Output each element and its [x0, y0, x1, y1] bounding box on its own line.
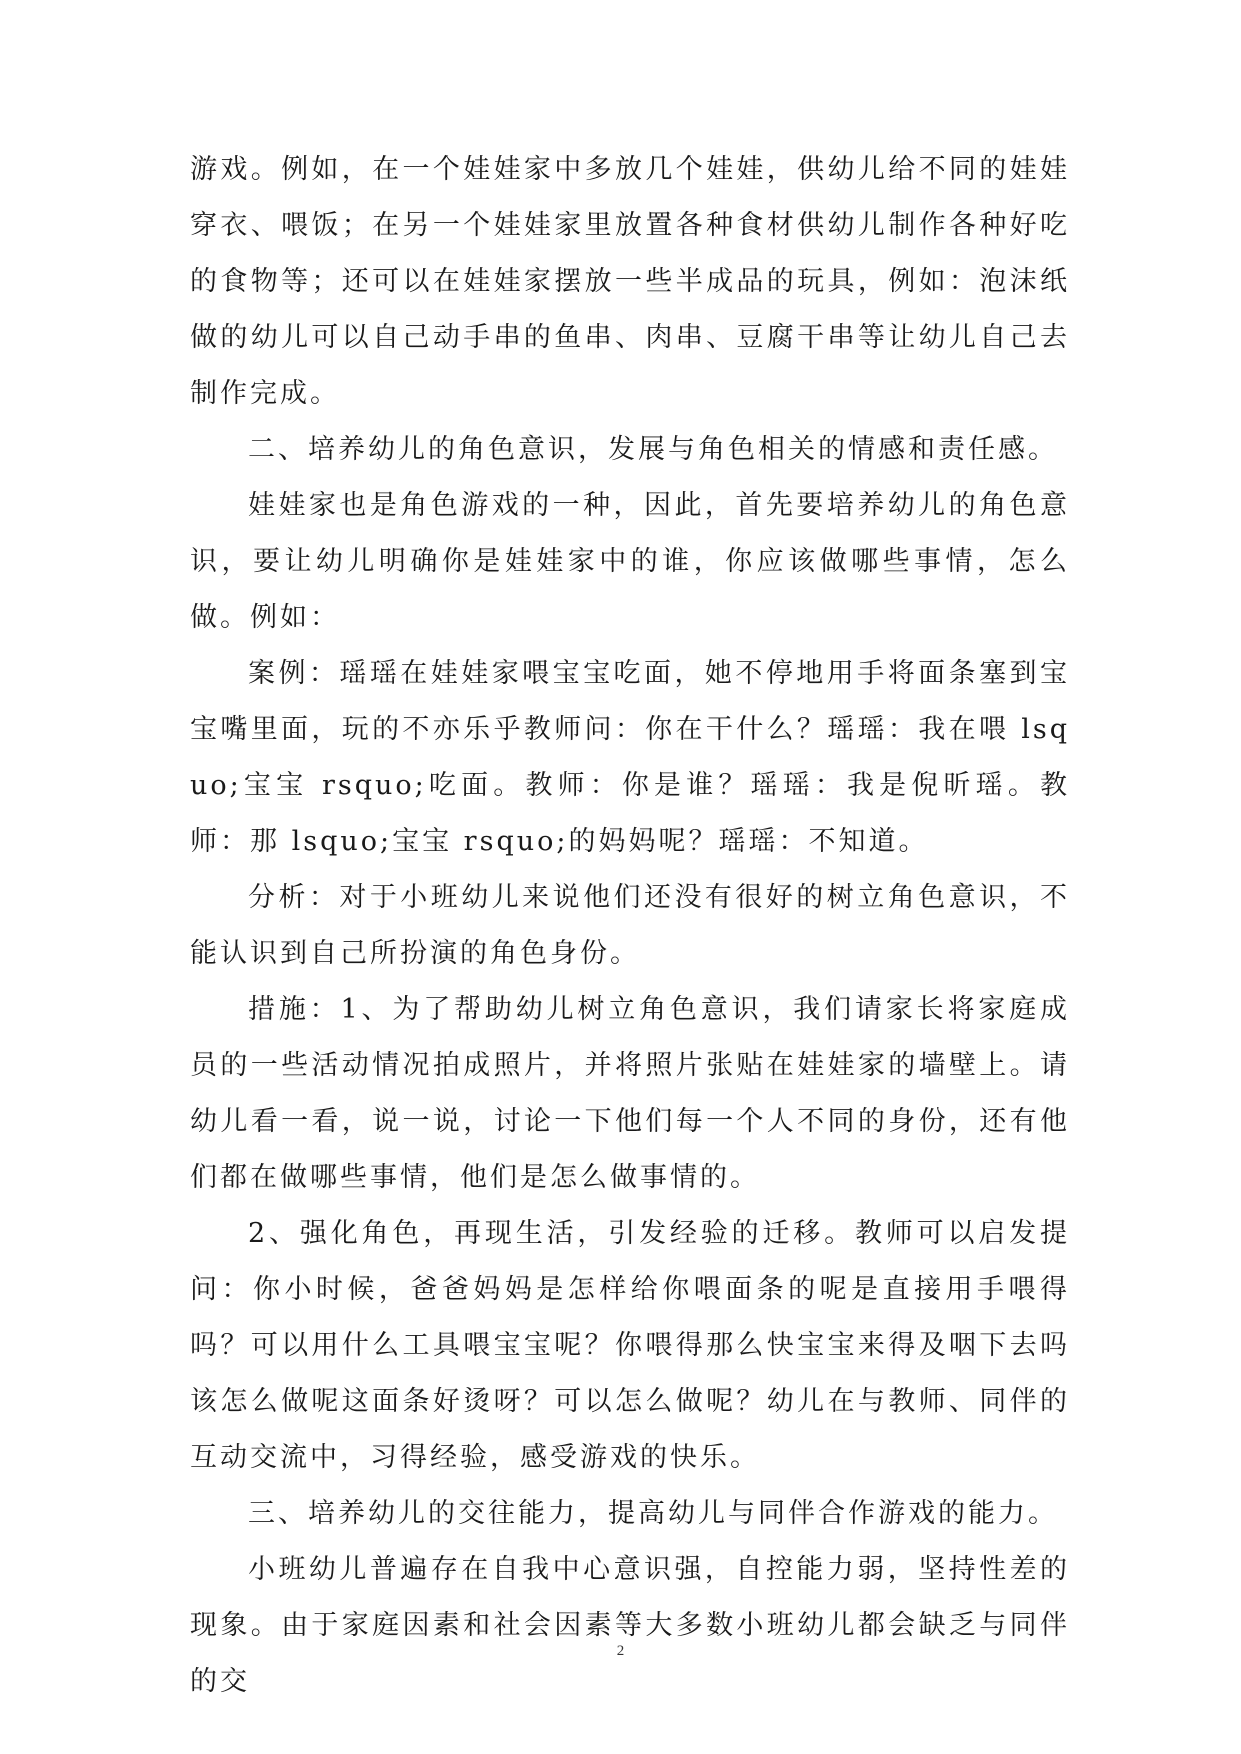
section-heading-2: 二、培养幼儿的角色意识，发展与角色相关的情感和责任感。	[248, 434, 1058, 465]
paragraph: 游戏。例如，在一个娃娃家中多放几个娃娃，供幼儿给不同的娃娃穿衣、喂饭；在另一个娃娃家里放置各种食材供幼儿制作各种好吃的食物等；还可以在娃娃家摆放一些半成品的玩具，例如：泡沫纸做的幼儿可以自己动手串的鱼串、肉串、豆腐干串等让幼儿自己去制作完成。	[190, 154, 1070, 409]
paragraph: 娃娃家也是角色游戏的一种，因此，首先要培养幼儿的角色意识，要让幼儿明确你是娃娃家中的谁，你应该做哪些事情，怎么做。例如：	[190, 490, 1070, 633]
section-heading-3: 三、培养幼儿的交往能力，提高幼儿与同伴合作游戏的能力。	[248, 1498, 1058, 1529]
measure-paragraph-2: 2、强化角色，再现生活，引发经验的迁移。教师可以启发提问：你小时候，爸爸妈妈是怎样给你喂面条的呢是直接用手喂得吗？可以用什么工具喂宝宝呢？你喂得那么快宝宝来得及咽下去吗该怎么做呢这面条好烫呀？可以怎么做呢？幼儿在与教师、同伴的互动交流中，习得经验，感受游戏的快乐。	[190, 1218, 1070, 1473]
body-text	[190, 142, 1070, 1710]
paragraph: 小班幼儿普遍存在自我中心意识强，自控能力弱，坚持性差的现象。由于家庭因素和社会因素等大多数小班幼儿都会缺乏与同伴的交	[190, 1554, 1070, 1697]
analysis-paragraph: 分析：对于小班幼儿来说他们还没有很好的树立角色意识，不能认识到自己所扮演的角色身份。	[190, 882, 1070, 969]
measure-paragraph-1: 措施：1、为了帮助幼儿树立角色意识，我们请家长将家庭成员的一些活动情况拍成照片，并将照片张贴在娃娃家的墙壁上。请幼儿看一看，说一说，讨论一下他们每一个人不同的身份，还有他们都在做哪些事情，他们是怎么做事情的。	[190, 994, 1070, 1193]
case-paragraph: 案例：瑶瑶在娃娃家喂宝宝吃面，她不停地用手将面条塞到宝宝嘴里面，玩的不亦乐乎教师问：你在干什么？瑶瑶：我在喂 lsquo;宝宝 rsquo;吃面。教师：你是谁？瑶瑶：我是倪昕瑶。教师：那 lsquo;宝宝 rsquo;的妈妈呢？瑶瑶：不知道。	[190, 658, 1070, 857]
page-number: 2	[616, 1643, 625, 1659]
